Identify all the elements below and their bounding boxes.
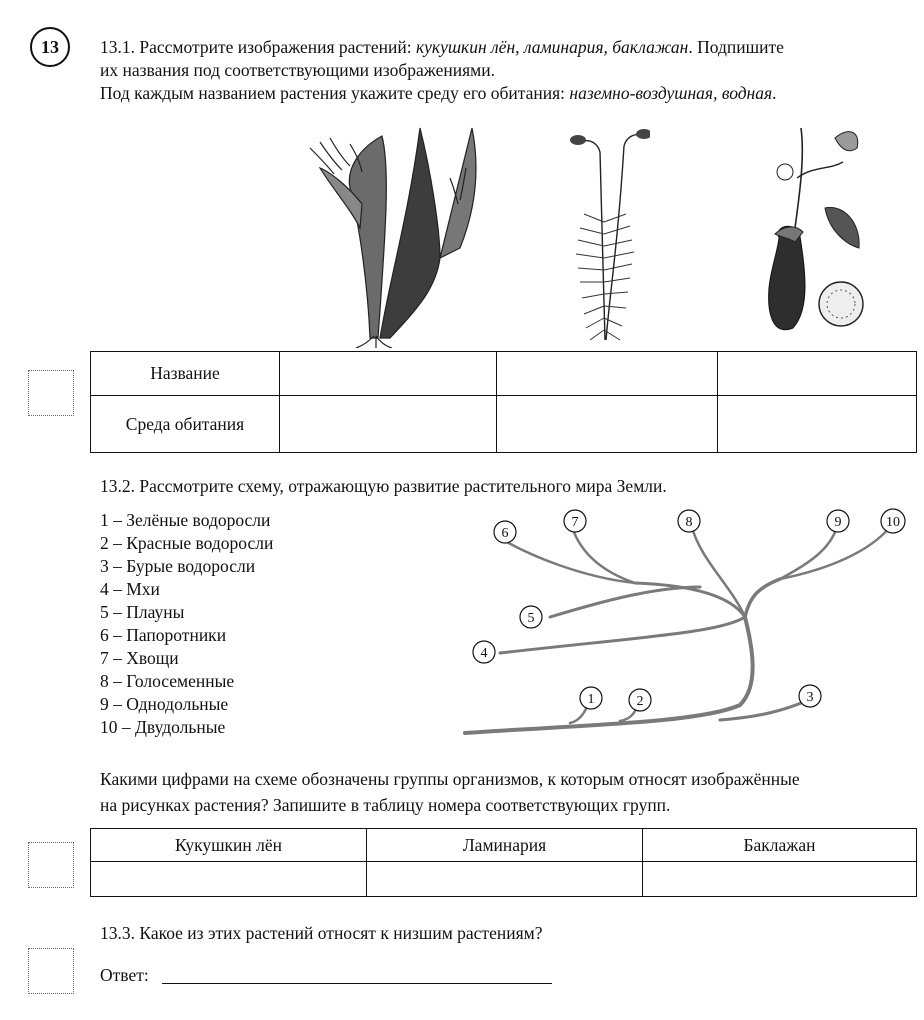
legend-item: 7 – Хвощи <box>100 648 179 668</box>
legend-item: 3 – Бурые водоросли <box>100 556 256 576</box>
answer-label: Ответ: <box>100 965 149 985</box>
moss-image <box>560 122 650 348</box>
laminaria-image <box>290 108 490 348</box>
q2-title: 13.2. Рассмотрите схему, отражающую развитие растительного мира Земли. <box>100 476 667 496</box>
svg-text:1: 1 <box>587 692 595 707</box>
q2-answer-table <box>90 828 917 897</box>
plant-group-legend <box>100 509 273 739</box>
q3-title: 13.3. Какое из этих растений относят к низшим растениям? <box>100 923 543 943</box>
score-box-q3 <box>28 948 74 994</box>
name-cell-1[interactable] <box>280 352 497 396</box>
evolution-tree-diagram <box>460 505 920 740</box>
question-number: 13 <box>30 27 70 67</box>
q1-line3-part-b: . <box>772 83 777 103</box>
q1-intro-line2: их названия под соответствующими изображениями. <box>100 60 495 80</box>
legend-item: 9 – Однодольные <box>100 694 229 714</box>
answer-line[interactable] <box>162 983 552 984</box>
table-row-label-name: Название <box>91 352 280 396</box>
svg-text:6: 6 <box>501 526 509 541</box>
svg-text:5: 5 <box>527 611 535 626</box>
legend-item: 4 – Мхи <box>100 579 160 599</box>
legend-item: 10 – Двудольные <box>100 717 226 737</box>
svg-text:8: 8 <box>685 515 693 530</box>
q1-answer-table <box>90 351 917 453</box>
score-box-q1 <box>28 370 74 416</box>
q1-line3-part-a: Под каждым названием растения укажите среду его обитания: <box>100 83 570 103</box>
legend-item: 5 – Плауны <box>100 602 185 622</box>
answer-cell-1[interactable] <box>91 862 367 897</box>
table-row-label-habitat: Среда обитания <box>91 396 280 453</box>
tree-node-2 <box>629 689 651 711</box>
svg-text:9: 9 <box>834 515 842 530</box>
tree-node-8 <box>678 510 700 532</box>
legend-item: 1 – Зелёные водоросли <box>100 510 271 530</box>
q1-environments: наземно-воздушная, водная <box>569 83 773 103</box>
tree-node-7 <box>564 510 586 532</box>
svg-text:3: 3 <box>806 690 814 705</box>
answer-cell-2[interactable] <box>367 862 643 897</box>
tree-node-9 <box>827 510 849 532</box>
header-laminaria: Ламинария <box>367 829 643 862</box>
name-cell-3[interactable] <box>718 352 917 396</box>
svg-text:7: 7 <box>571 515 579 530</box>
answer-cell-3[interactable] <box>643 862 917 897</box>
name-cell-2[interactable] <box>497 352 718 396</box>
tree-node-3 <box>799 685 821 707</box>
tree-node-1 <box>580 687 602 709</box>
score-box-q2 <box>28 842 74 888</box>
svg-text:4: 4 <box>480 646 488 661</box>
habitat-cell-3[interactable] <box>718 396 917 453</box>
tree-node-10 <box>881 509 905 533</box>
legend-item: 2 – Красные водоросли <box>100 533 274 553</box>
q1-intro-line1 <box>100 36 784 59</box>
header-kukushkin-len: Кукушкин лён <box>91 829 367 862</box>
q2-question-line2: на рисунках растения? Запишите в таблицу номера соответствующих групп. <box>100 795 671 815</box>
q1-plant-list: кукушкин лён, ламинария, баклажан <box>415 37 689 57</box>
habitat-cell-1[interactable] <box>280 396 497 453</box>
tree-node-6 <box>494 521 516 543</box>
header-eggplant: Баклажан <box>643 829 917 862</box>
legend-item: 6 – Папоротники <box>100 625 227 645</box>
eggplant-image <box>765 118 875 340</box>
q1-line1-part-a: 13.1. Рассмотрите изображения растений: <box>100 37 416 57</box>
svg-text:10: 10 <box>886 515 900 530</box>
q2-question-line1: Какими цифрами на схеме обозначены группы организмов, к которым относят изображённые <box>100 769 800 789</box>
svg-text:2: 2 <box>636 694 644 709</box>
tree-node-5 <box>520 606 542 628</box>
legend-item: 8 – Голосеменные <box>100 671 235 691</box>
tree-node-4 <box>473 641 495 663</box>
q1-line1-part-b: . Подпишите <box>688 37 784 57</box>
q1-intro-line3 <box>100 82 777 105</box>
habitat-cell-2[interactable] <box>497 396 718 453</box>
